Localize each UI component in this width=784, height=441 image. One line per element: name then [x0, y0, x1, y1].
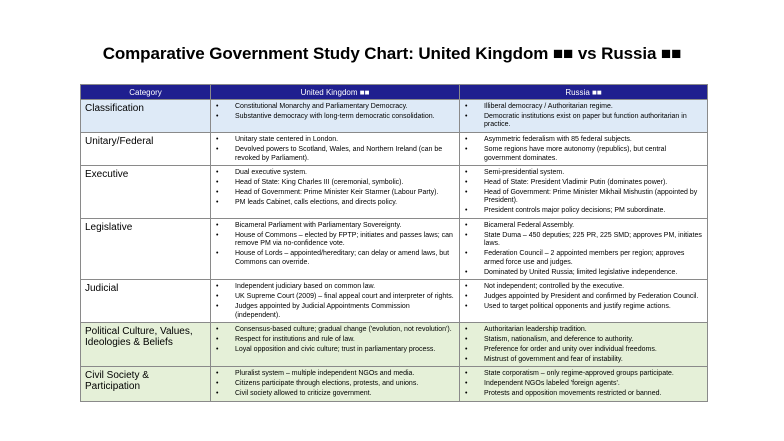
bullet-list: [460, 133, 707, 165]
bullet-item: • Pluralist system – multiple independent NGOs and media.: [215, 370, 455, 379]
category-cell: Judicial: [81, 280, 211, 323]
bullet-list: [211, 367, 459, 400]
table-body: [81, 100, 708, 402]
comparison-table: [80, 84, 708, 402]
category-cell: Classification: [81, 100, 211, 133]
bullet-item: • Bicameral Parliament with Parliamentary Sovereignty.: [215, 222, 455, 231]
bullet-item: • Authoritarian leadership tradition.: [464, 326, 703, 335]
table-row: [81, 367, 708, 401]
bullet-item: • Devolved powers to Scotland, Wales, and Northern Ireland (can be revoked by Parliament).: [215, 146, 455, 163]
bullet-item: • Citizens participate through elections, protests, and unions.: [215, 380, 455, 389]
bullet-list: [211, 323, 459, 356]
header-category: Category: [81, 85, 211, 100]
russia-cell: [460, 133, 708, 166]
bullet-item: • Substantive democracy with long-term democratic consolidation.: [215, 113, 455, 122]
uk-cell: [211, 323, 460, 367]
uk-cell: [211, 133, 460, 166]
bullet-list: [460, 219, 707, 279]
russia-cell: [460, 367, 708, 401]
russia-cell: [460, 280, 708, 323]
bullet-item: • Unitary state centered in London.: [215, 136, 455, 145]
bullet-item: • President controls major policy decisions; PM subordinate.: [464, 207, 703, 216]
category-cell: Legislative: [81, 219, 211, 280]
category-cell: Civil Society & Participation: [81, 367, 211, 401]
bullet-list: [211, 100, 459, 124]
bullet-item: • State Duma – 450 deputies; 225 PR, 225 SMD; approves PM, initiates laws.: [464, 232, 703, 249]
bullet-list: [211, 280, 459, 322]
bullet-item: • House of Commons – elected by FPTP; initiates and passes laws; can remove PM via no-confidence vote.: [215, 232, 455, 249]
bullet-list: [211, 166, 459, 209]
table-row: [81, 323, 708, 367]
category-cell: Political Culture, Values, Ideologies & Beliefs: [81, 323, 211, 367]
bullet-item: • Federation Council – 2 appointed members per region; approves armed force use and judges.: [464, 250, 703, 267]
bullet-item: • Judges appointed by President and confirmed by Federation Council.: [464, 293, 703, 302]
bullet-item: • Respect for institutions and rule of law.: [215, 336, 455, 345]
bullet-item: • Bicameral Federal Assembly.: [464, 222, 703, 231]
bullet-list: [460, 367, 707, 400]
uk-cell: [211, 166, 460, 219]
bullet-item: • Judges appointed by Judicial Appointments Commission (independent).: [215, 303, 455, 320]
bullet-item: • UK Supreme Court (2009) – final appeal court and interpreter of rights.: [215, 293, 455, 302]
russia-cell: [460, 100, 708, 133]
bullet-list: [211, 133, 459, 165]
bullet-list: [460, 323, 707, 366]
bullet-item: • Dominated by United Russia; limited legislative independence.: [464, 269, 703, 278]
bullet-item: • Illiberal democracy / Authoritarian regime.: [464, 103, 703, 112]
bullet-item: • Protests and opposition movements restricted or banned.: [464, 390, 703, 399]
bullet-item: • State corporatism – only regime-approved groups participate.: [464, 370, 703, 379]
table-row: [81, 100, 708, 133]
bullet-item: • Constitutional Monarchy and Parliamentary Democracy.: [215, 103, 455, 112]
bullet-item: • Loyal opposition and civic culture; trust in parliamentary process.: [215, 346, 455, 355]
bullet-item: • Asymmetric federalism with 85 federal subjects.: [464, 136, 703, 145]
bullet-item: • Consensus-based culture; gradual change ('evolution, not revolution').: [215, 326, 455, 335]
table-header-row: [81, 85, 708, 100]
table-row: [81, 166, 708, 219]
bullet-item: • Some regions have more autonomy (republics), but central government dominates.: [464, 146, 703, 163]
page-title: Comparative Government Study Chart: United Kingdom ■■ vs Russia ■■: [102, 44, 682, 63]
bullet-item: • Head of State: King Charles III (ceremonial, symbolic).: [215, 179, 455, 188]
bullet-item: • Head of State: President Vladimir Putin (dominates power).: [464, 179, 703, 188]
russia-cell: [460, 323, 708, 367]
bullet-item: • Head of Government: Prime Minister Mikhail Mishustin (appointed by President).: [464, 189, 703, 206]
table-row: [81, 219, 708, 280]
table-row: [81, 280, 708, 323]
uk-cell: [211, 100, 460, 133]
bullet-item: • Independent judiciary based on common law.: [215, 283, 455, 292]
bullet-list: [460, 166, 707, 218]
category-cell: Executive: [81, 166, 211, 219]
bullet-item: • Not independent; controlled by the executive.: [464, 283, 703, 292]
bullet-list: [211, 219, 459, 270]
table-row: [81, 133, 708, 166]
bullet-item: • Democratic institutions exist on paper but function authoritarian in practice.: [464, 113, 703, 130]
russia-cell: [460, 219, 708, 280]
uk-cell: [211, 280, 460, 323]
bullet-item: • Mistrust of government and fear of instability.: [464, 356, 703, 365]
bullet-list: [460, 280, 707, 313]
bullet-item: • Head of Government: Prime Minister Keir Starmer (Labour Party).: [215, 189, 455, 198]
uk-cell: [211, 219, 460, 280]
bullet-item: • Statism, nationalism, and deference to authority.: [464, 336, 703, 345]
bullet-item: • Semi-presidential system.: [464, 169, 703, 178]
bullet-item: • House of Lords – appointed/hereditary; can delay or amend laws, but Commons can override.: [215, 250, 455, 267]
bullet-item: • Preference for order and unity over individual freedoms.: [464, 346, 703, 355]
bullet-item: • Dual executive system.: [215, 169, 455, 178]
header-russia: Russia ■■: [460, 85, 708, 100]
bullet-item: • Civil society allowed to criticize government.: [215, 390, 455, 399]
bullet-item: • PM leads Cabinet, calls elections, and directs policy.: [215, 199, 455, 208]
bullet-item: • Used to target political opponents and justify regime actions.: [464, 303, 703, 312]
bullet-list: [460, 100, 707, 132]
bullet-item: • Independent NGOs labeled 'foreign agents'.: [464, 380, 703, 389]
header-uk: United Kingdom ■■: [211, 85, 460, 100]
russia-cell: [460, 166, 708, 219]
uk-cell: [211, 367, 460, 401]
category-cell: Unitary/Federal: [81, 133, 211, 166]
